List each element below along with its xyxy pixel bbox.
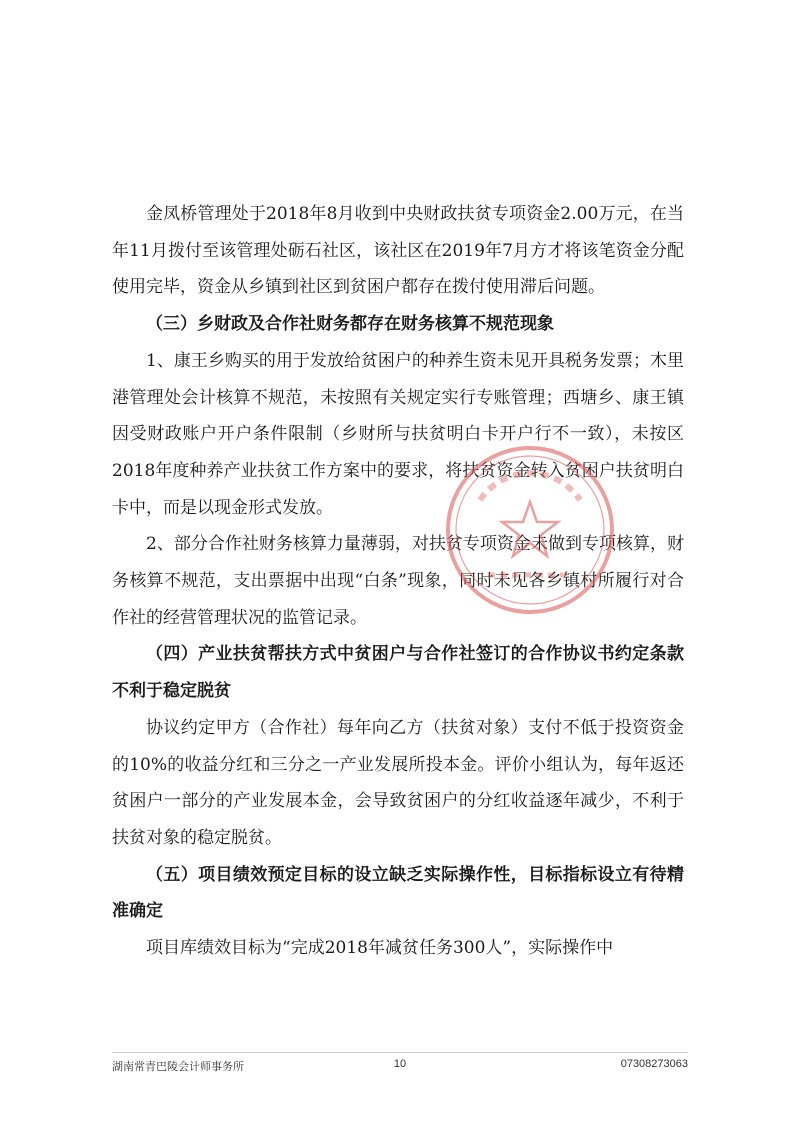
- paragraph: 1、康王乡购买的用于发放给贫困户的种养生资未见开具税务发票；木里港管理处会计核算不规范，未按照有关规定实行专账管理；西塘乡、康王镇因受财政账户开户条件限制（乡财所与扶贫明白卡开户行不一致），未按区2018年度种养产业扶贫工作方案中的要求，将扶贫资金转入贫困户扶贫明白卡中，而是以现金形式发放。: [112, 350, 684, 518]
- paragraph: 项目库绩效目标为“完成2018年减贫任务300人”，实际操作中: [146, 938, 614, 959]
- footer-firm-name: 湖南常青巴陵会计师事务所: [112, 1061, 244, 1073]
- section-heading: （五）项目绩效预定目标的设立缺乏实际操作性，目标指标设立有待精准确定: [112, 864, 684, 922]
- paragraph: 2、部分合作社财务核算力量薄弱，对扶贫专项资金未做到专项核算，财务核算不规范，支出票据中出现“白条”现象，同时未见各乡镇村所履行对合作社的经营管理状况的监管记录。: [112, 534, 684, 628]
- paragraph: 协议约定甲方（合作社）每年向乙方（扶贫对象）支付不低于投资资金的10%的收益分红和三分之一产业发展所投本金。评价小组认为，每年返还贫困户一部分的产业发展本金，会导致贫困户的分红收益逐年减少，不利于扶贫对象的稳定脱贫。: [112, 717, 684, 848]
- section-heading: （三）乡财政及合作社财务都存在财务核算不规范现象: [146, 314, 554, 335]
- footer-divider: [112, 1052, 688, 1053]
- paragraph: 金凤桥管理处于2018年8月收到中央财政扶贫专项资金2.00万元，在当年11月拨付至该管理处砺石社区，该社区在2019年7月方才将该笔资金分配使用完毕，资金从乡镇到社区到贫困户都存在拨付使用滞后问题。: [112, 204, 684, 298]
- section-heading: （四）产业扶贫帮扶方式中贫困户与合作社签订的合作协议书约定条款不利于稳定脱贫: [112, 644, 684, 702]
- footer-page-number: 10: [393, 1058, 407, 1070]
- document-body: [112, 196, 684, 967]
- footer-phone: 07308273063: [620, 1058, 688, 1070]
